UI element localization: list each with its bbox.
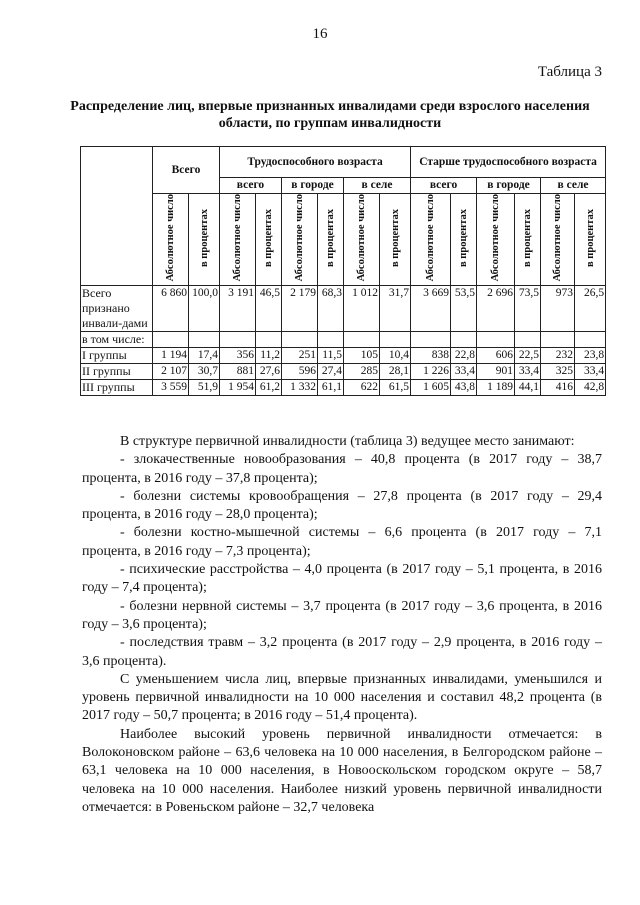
row-label: I группы bbox=[81, 348, 153, 364]
list-item: - злокачественные новообразования – 40,8 процента (в 2017 году – 38,7 процента, в 2016 году – 37,8 процента); bbox=[82, 452, 602, 486]
header-working-age: Трудоспособного возраста bbox=[220, 147, 411, 178]
table-cell: 3 669 bbox=[411, 286, 451, 332]
table-cell: 53,5 bbox=[451, 286, 477, 332]
header-pct: в процентах bbox=[325, 208, 336, 267]
table-cell: 61,1 bbox=[318, 380, 344, 396]
table-cell bbox=[189, 332, 220, 348]
table-cell: 22,5 bbox=[515, 348, 541, 364]
table-cell: 31,7 bbox=[380, 286, 411, 332]
table-cell: 1 954 bbox=[220, 380, 256, 396]
table-cell: 622 bbox=[344, 380, 380, 396]
table-cell bbox=[411, 332, 451, 348]
header-older-age: Старше трудоспособного возраста bbox=[411, 147, 606, 178]
table-cell: 28,1 bbox=[380, 364, 411, 380]
table-cell: 68,3 bbox=[318, 286, 344, 332]
paragraph: Наиболее высокий уровень первичной инвалидности отмечается: в Волоконовском районе – 63,6 человека на 10 000 населения, в Белгородском районе – 63,1 человека на 10 000 населения, в Новооскольском городском округе – 58,7 человека на 10 000 населения. Наиболее низкий уровень первичной инвалидности отмечается: в Ровеньском районе – 32,7 человека bbox=[82, 726, 602, 815]
table-cell bbox=[256, 332, 282, 348]
table-cell: 838 bbox=[411, 348, 451, 364]
table-cell: 1 332 bbox=[282, 380, 318, 396]
table-cell: 105 bbox=[344, 348, 380, 364]
table-cell: 1 012 bbox=[344, 286, 380, 332]
table-cell: 73,5 bbox=[515, 286, 541, 332]
table-cell: 43,8 bbox=[451, 380, 477, 396]
table-row bbox=[81, 380, 606, 396]
header-pct: в процентах bbox=[458, 208, 470, 267]
table-cell: 596 bbox=[282, 364, 318, 380]
row-label: Всего признано инвали-дами bbox=[81, 286, 153, 332]
table-cell: 11,5 bbox=[318, 348, 344, 364]
table-cell: 232 bbox=[541, 348, 575, 364]
table-cell bbox=[541, 332, 575, 348]
table-cell: 1 189 bbox=[477, 380, 515, 396]
header-abs: Абсолютное число bbox=[294, 194, 305, 282]
table-cell: 61,5 bbox=[380, 380, 411, 396]
table-cell: 17,4 bbox=[189, 348, 220, 364]
table-cell: 3 559 bbox=[153, 380, 189, 396]
table-cell bbox=[318, 332, 344, 348]
table-cell bbox=[451, 332, 477, 348]
header-abs: Абсолютное число bbox=[356, 194, 367, 282]
page-number: 16 bbox=[312, 26, 328, 42]
table-cell: 6 860 bbox=[153, 286, 189, 332]
table-row bbox=[81, 286, 606, 332]
table-cell: 325 bbox=[541, 364, 575, 380]
header-pct: в процентах bbox=[198, 208, 210, 267]
table-cell bbox=[477, 332, 515, 348]
list-item: - болезни системы кровообращения – 27,8 процента (в 2017 году – 29,4 процента, в 2016 году – 28,0 процента); bbox=[82, 488, 602, 523]
header-working-total: всего bbox=[220, 178, 282, 194]
row-label: II группы bbox=[81, 364, 153, 380]
header-working-village: в селе bbox=[344, 178, 411, 194]
table-cell: 3 191 bbox=[220, 286, 256, 332]
header-older-total: всего bbox=[411, 178, 477, 194]
table-cell: 416 bbox=[541, 380, 575, 396]
header-total: Всего bbox=[153, 147, 220, 194]
table-cell: 46,5 bbox=[256, 286, 282, 332]
header-pct: в процентах bbox=[584, 208, 596, 267]
table-row bbox=[81, 332, 606, 348]
table-cell: 356 bbox=[220, 348, 256, 364]
header-abs: Абсолютное число bbox=[552, 194, 564, 282]
disability-table bbox=[80, 146, 606, 396]
header-abs: Абсолютное число bbox=[425, 194, 437, 282]
table-cell bbox=[515, 332, 541, 348]
table-title: Распределение лиц, впервые признанных инвалидами среди взрослого населения области, по группам инвалидности bbox=[70, 99, 590, 131]
header-pct: в процентах bbox=[263, 208, 274, 267]
table-cell: 33,4 bbox=[451, 364, 477, 380]
table-cell: 100,0 bbox=[189, 286, 220, 332]
table-label: Таблица 3 bbox=[537, 64, 602, 80]
body-text bbox=[82, 433, 602, 817]
paragraph: В структуре первичной инвалидности (таблица 3) ведущее место занимают: bbox=[120, 434, 575, 449]
table-cell bbox=[344, 332, 380, 348]
row-label: в том числе: bbox=[81, 332, 153, 348]
table-cell: 42,8 bbox=[575, 380, 606, 396]
table-cell: 901 bbox=[477, 364, 515, 380]
table-cell bbox=[575, 332, 606, 348]
table-cell: 11,2 bbox=[256, 348, 282, 364]
list-item: - болезни костно-мышечной системы – 6,6 процента (в 2017 году – 7,1 процента, в 2016 году – 7,3 процента); bbox=[82, 525, 602, 559]
table-cell: 2 696 bbox=[477, 286, 515, 332]
table-cell bbox=[380, 332, 411, 348]
header-corner bbox=[81, 147, 153, 286]
header-older-village: в селе bbox=[541, 178, 606, 194]
row-label: III группы bbox=[81, 380, 153, 396]
paragraph: С уменьшением числа лиц, впервые признанных инвалидами, уменьшился и уровень первичной инвалидности на 10 000 населения и составил 48,2 процента (в 2017 году – 50,7 процента; в 2016 году – 51,4 процента). bbox=[82, 671, 602, 724]
table-cell: 61,2 bbox=[256, 380, 282, 396]
table-cell: 44,1 bbox=[515, 380, 541, 396]
table-cell: 26,5 bbox=[575, 286, 606, 332]
table-cell: 2 107 bbox=[153, 364, 189, 380]
table-cell: 606 bbox=[477, 348, 515, 364]
table-cell: 1 226 bbox=[411, 364, 451, 380]
list-item: - болезни нервной системы – 3,7 процента (в 2017 году – 3,6 процента, в 2016 году – 3,6 процента); bbox=[82, 598, 602, 632]
header-abs: Абсолютное число bbox=[490, 194, 502, 282]
table-cell: 33,4 bbox=[575, 364, 606, 380]
table-cell: 27,4 bbox=[318, 364, 344, 380]
table-cell: 2 179 bbox=[282, 286, 318, 332]
table-row bbox=[81, 348, 606, 364]
header-pct: в процентах bbox=[389, 208, 401, 267]
table-cell: 973 bbox=[541, 286, 575, 332]
header-pct: в процентах bbox=[522, 208, 534, 267]
table-cell: 22,8 bbox=[451, 348, 477, 364]
table-cell bbox=[282, 332, 318, 348]
header-working-city: в городе bbox=[282, 178, 344, 194]
header-older-city: в городе bbox=[477, 178, 541, 194]
table-cell: 285 bbox=[344, 364, 380, 380]
table-cell: 1 194 bbox=[153, 348, 189, 364]
list-item: - психические расстройства – 4,0 процента (в 2017 году – 5,1 процента, в 2016 году – 7,4 процента); bbox=[82, 562, 602, 596]
table-cell: 27,6 bbox=[256, 364, 282, 380]
table-cell: 10,4 bbox=[380, 348, 411, 364]
list-item: - последствия травм – 3,2 процента (в 2017 году – 2,9 процента, в 2016 году – 3,6 процента). bbox=[82, 635, 602, 669]
header-abs: Абсолютное число bbox=[165, 194, 176, 282]
table-cell: 23,8 bbox=[575, 348, 606, 364]
table-cell: 33,4 bbox=[515, 364, 541, 380]
table-cell: 1 605 bbox=[411, 380, 451, 396]
table-cell bbox=[153, 332, 189, 348]
header-abs: Абсолютное число bbox=[232, 194, 243, 282]
table-cell: 30,7 bbox=[189, 364, 220, 380]
table-cell: 881 bbox=[220, 364, 256, 380]
table-cell: 51,9 bbox=[189, 380, 220, 396]
table-row bbox=[81, 364, 606, 380]
table-cell: 251 bbox=[282, 348, 318, 364]
table-cell bbox=[220, 332, 256, 348]
